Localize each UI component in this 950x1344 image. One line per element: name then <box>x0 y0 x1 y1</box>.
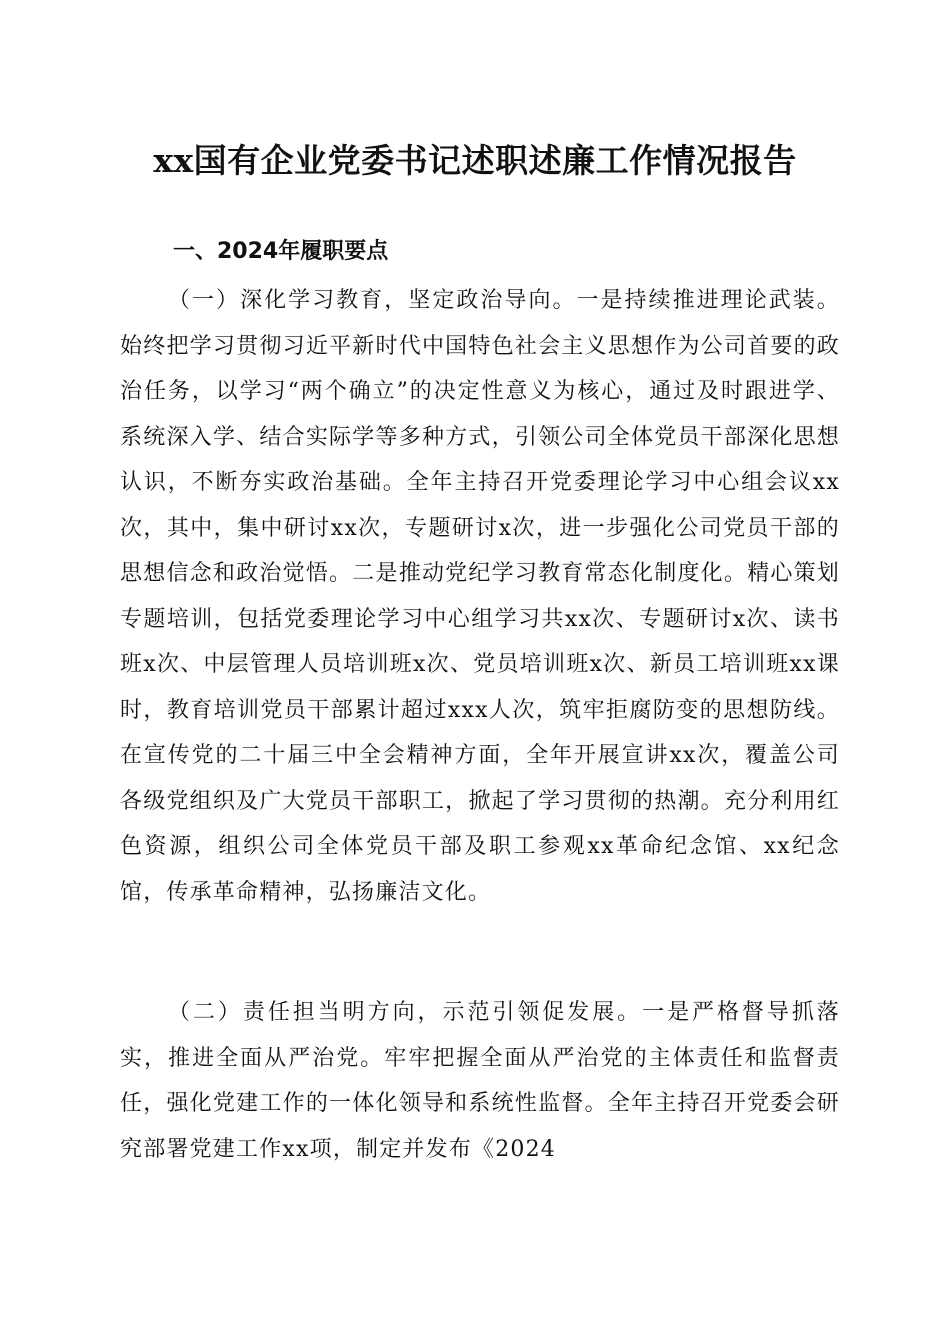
paragraph-2: （二）责任担当明方向，示范引领促发展。一是严格督导抓落实，推进全面从严治党。牢牢把握全面从严治党的主体责任和监督责任，强化党建工作的一体化领导和系统性监督。全年主持召开党委会研究部署党建工作xx项，制定并发布《2024 <box>120 1000 840 1162</box>
section-heading: 一、2024年履职要点 <box>173 239 389 264</box>
document-title: xx国有企业党委书记述职述廉工作情况报告 <box>153 141 797 180</box>
paragraph-1: （一）深化学习教育，坚定政治导向。一是持续推进理论武装。始终把学习贯彻习近平新时代中国特色社会主义思想作为公司首要的政治任务，以学习“两个确立”的决定性意义为核心，通过及时跟进学、系统深入学、结合实际学等多种方式，引领公司全体党员干部深化思想认识，不断夯实政治基础。全年主持召开党委理论学习中心组会议xx次，其中，集中研讨xx次，专题研讨x次，进一步强化公司党员干部的思想信念和政治觉悟。二是推动党纪学习教育常态化制度化。精心策划专题培训，包括党委理论学习中心组学习共xx次、专题研讨x次、读书班x次、中层管理人员培训班x次、党员培训班x次、新员工培训班xx课时，教育培训党员干部累计超过xxx人次，筑牢拒腐防变的思想防线。在宣传党的二十届三中全会精神方面，全年开展宣讲xx次，覆盖公司各级党组织及广大党员干部职工，掀起了学习贯彻的热潮。充分利用红色资源，组织公司全体党员干部及职工参观xx革命纪念馆、xx纪念馆，传承革命精神，弘扬廉洁文化。 <box>120 288 840 905</box>
